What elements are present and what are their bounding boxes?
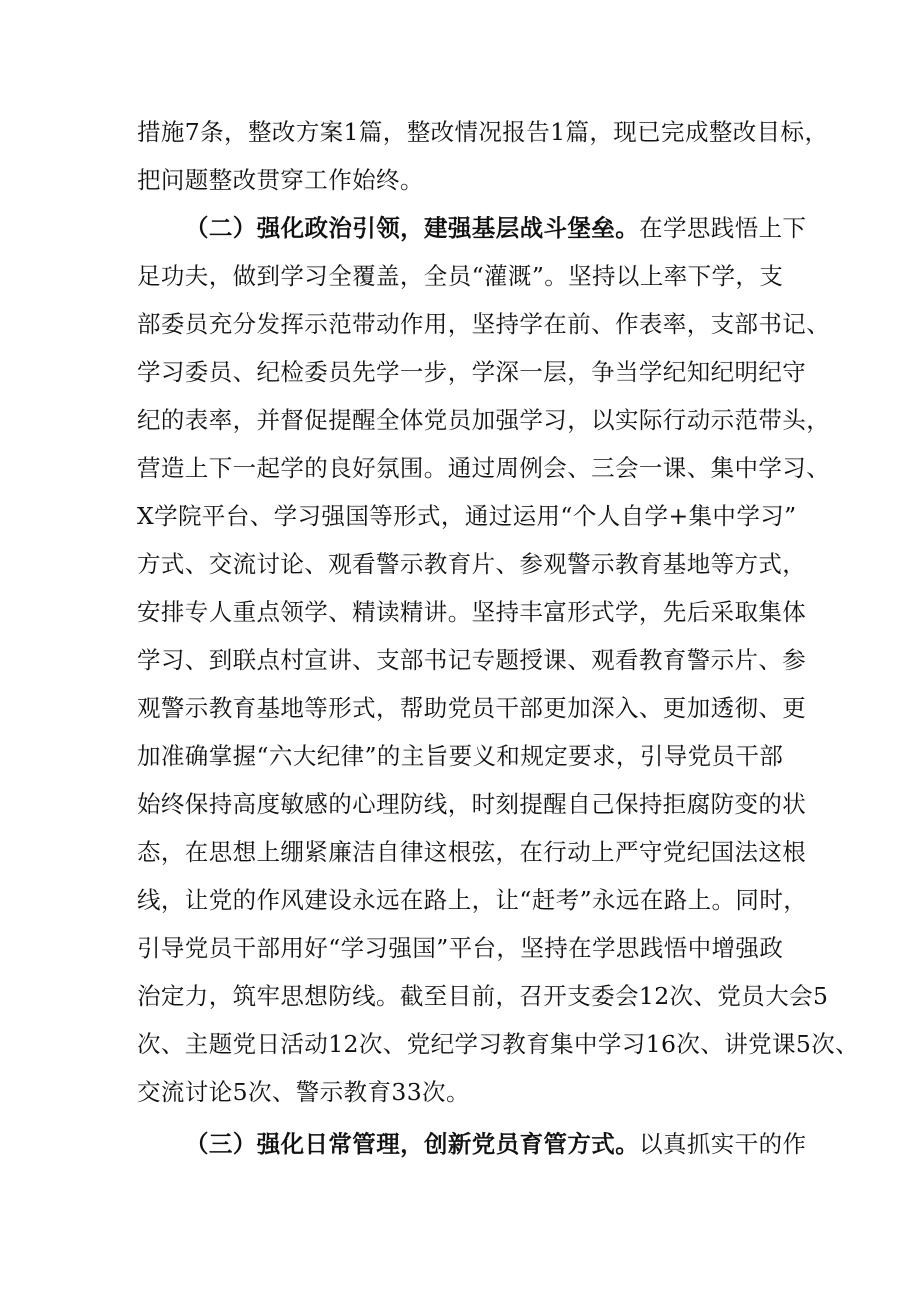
paragraph-2-line: 加准确掌握“六大纪律”的主旨要义和规定要求，引导党员干部 — [137, 742, 784, 770]
paragraph-2-line: 次、主题党日活动12次、党纪学习教育集中学习16次、讲党课5次、 — [137, 1030, 860, 1058]
paragraph-2-line: 安排专人重点领学、精读精讲。坚持丰富形式学，先后采取集体 — [137, 598, 807, 626]
section-heading-3: （三）强化日常管理，创新党员育管方式。 — [185, 1130, 640, 1158]
section-heading-2: （二）强化政治引领，建强基层战斗堡垒。 — [185, 214, 640, 242]
paragraph-2-line: 营造上下一起学的良好氛围。通过周例会、三会一课、集中学习、 — [137, 454, 831, 482]
paragraph-2-line: 治定力，筑牢思想防线。截至目前，召开支委会12次、党员大会5 — [137, 982, 829, 1010]
paragraph-2-line: 部委员充分发挥示范带动作用，坚持学在前、作表率，支部书记、 — [137, 310, 831, 338]
paragraph-2-line: 观警示教育基地等形式，帮助党员干部更加深入、更加透彻、更 — [137, 694, 807, 722]
paragraph-2-line: 引导党员干部用好“学习强国”平台，坚持在学思践悟中增强政 — [137, 934, 784, 962]
paragraph-2-line: 线，让党的作风建设永远在路上，让“赶考”永远在路上。同时， — [137, 886, 808, 914]
paragraph-2-line: 态，在思想上绷紧廉洁自律这根弦，在行动上严守党纪国法这根 — [137, 838, 807, 866]
paragraph-3-first-line-text: 以真抓实干的作 — [639, 1130, 807, 1158]
paragraph-2-line: 学习、到联点村宣讲、支部书记专题授课、观看教育警示片、参 — [137, 646, 807, 674]
paragraph-2-first-line — [185, 213, 806, 243]
paragraph-2-first-line-text: 在学思践悟上下 — [639, 214, 807, 242]
paragraph-1-line-1: 措施7条，整改方案1篇，整改情况报告1篇，现已完成整改目标， — [137, 118, 829, 146]
paragraph-2-line: 学习委员、纪检委员先学一步，学深一层，争当学纪知纪明纪守 — [137, 358, 807, 386]
paragraph-2-line: 足功夫，做到学习全覆盖，全员“灌溉”。坚持以上率下学，支 — [137, 262, 784, 290]
paragraph-2-line: 始终保持高度敏感的心理防线，时刻提醒自己保持拒腐防变的状 — [137, 790, 807, 818]
paragraph-1-line-2: 把问题整改贯穿工作始终。 — [137, 166, 424, 194]
paragraph-3-first-line — [185, 1129, 806, 1159]
paragraph-2-line: X学院平台、学习强国等形式，通过运用“个人自学+集中学习” — [137, 502, 797, 530]
paragraph-2-line: 纪的表率，并督促提醒全体党员加强学习，以实际行动示范带头， — [137, 406, 831, 434]
paragraph-2-line: 交流讨论5次、警示教育33次。 — [137, 1078, 470, 1106]
paragraph-2-line: 方式、交流讨论、观看警示教育片、参观警示教育基地等方式， — [137, 550, 807, 578]
